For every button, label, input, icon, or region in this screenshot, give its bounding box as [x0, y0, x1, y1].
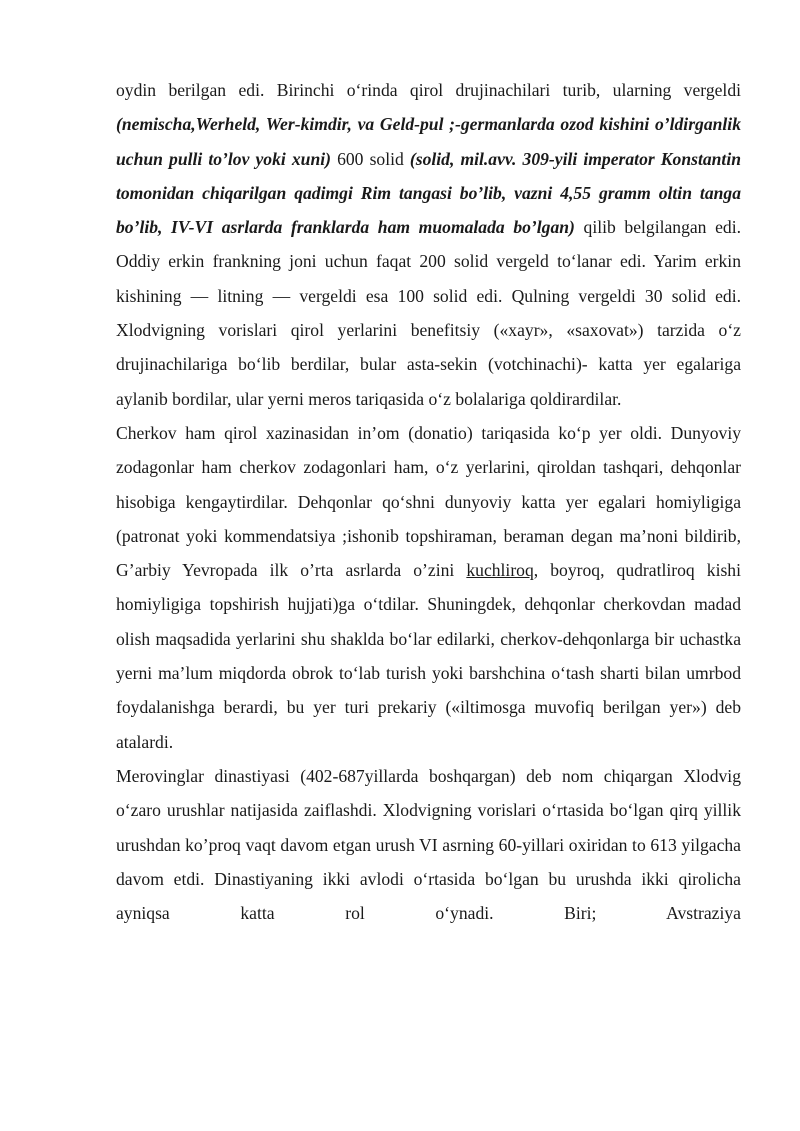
text-segment: qilib belgilangan edi. Oddiy erkin frankning joni uchun faqat 200 solid vergeld to‘lanar edi. Yarim erkin kishining — litning — vergeldi esa 100 solid edi. Qulning vergeldi 30 solid edi. — [116, 217, 741, 306]
document-page — [116, 73, 741, 930]
paragraph-vergeld — [116, 73, 741, 313]
paragraph-merovinglar — [116, 759, 741, 930]
text-segment: Xlodvigning vorislari qirol yerlarini benefitsiy («xayr», «saxovat») tarzida o‘z drujinachilariga bo‘lib berdilar, bular asta-sekin (votchinachi)- katta yer egalariga aylanib bordilar, ular yerni meros tariqasida o‘z bolalariga qoldirardilar. — [116, 320, 741, 409]
text-segment: Merovinglar dinastiyasi (402-687yillarda boshqargan) deb nom chiqargan Xlodvig o‘zaro urushlar natijasida zaiflashdi. Xlodvigning vorislari o‘rtasida bo‘lgan qirq yillik urushdan ko’proq vaqt davom etgan urush VI asrning 60-yillari oxiridan to 613 yilgacha davom etdi. Dinastiyaning ikki avlodi o‘rtasida bo‘lgan bu urushda ikki qirolicha ayniqsa katta rol o‘ynadi. Biri; Avstraziya — [116, 765, 741, 924]
text-segment: , boyroq, qudratliroq kishi homiyligiga topshirish hujjati)ga o‘tdilar. Shuningdek, dehqonlar cherkovdan madad olish maqsadida yerlarini shu shaklda bo‘lar edilarki, cherkov-dehqonlarga bir uchastka yerni ma’lum miqdorda obrok to‘lab turish yoki barshchina o‘tash sharti bilan umrbod foydalanishga berardi, bu yer turi prekariy («iltimosga muvofiq berilgan yer») deb atalardi. — [116, 560, 741, 752]
emphasis-note-solid: (solid, mil.avv. 309-yili imperator Konstantin tomonidan chiqarilgan qadimgi Rim tangasi bo’lib, vazni 4,55 gramm oltin tanga bo’lib, IV-VI asrlarda franklarda ham muomalada bo’lgan) — [116, 148, 741, 238]
emphasis-note-vergeld: (nemischa,Werheld, Wer-kimdir, va Geld-pul ;-germanlarda ozod kishini o’ldirganlik uchun pulli to’lov yoki xuni) — [116, 114, 741, 169]
text-segment: oydin berilgan edi. Birinchi o‘rinda qirol drujinachilari turib, ularning vergeldi — [116, 80, 741, 100]
paragraph-cherkov — [116, 416, 741, 759]
paragraph-benefitsiy — [116, 313, 741, 416]
text-segment: 600 solid — [331, 148, 410, 169]
underlined-word: kuchliroq — [466, 560, 534, 581]
text-segment: Cherkov ham qirol xazinasidan in’om (donatio) tariqasida ko‘p yer oldi. Dunyoviy zodagonlar ham cherkov zodagonlari ham, o‘z yerlarini, qiroldan tashqari, dehqonlar hisobiga kengaytirdilar. Dehqonlar qo‘shni dunyoviy katta yer egalari homiyligiga (patronat yoki kommendatsiya ;ishonib topshiraman, beraman degan ma’noni bildirib, G’arbiy Yevropada ilk o’rta asrlarda o’zini — [116, 422, 741, 581]
